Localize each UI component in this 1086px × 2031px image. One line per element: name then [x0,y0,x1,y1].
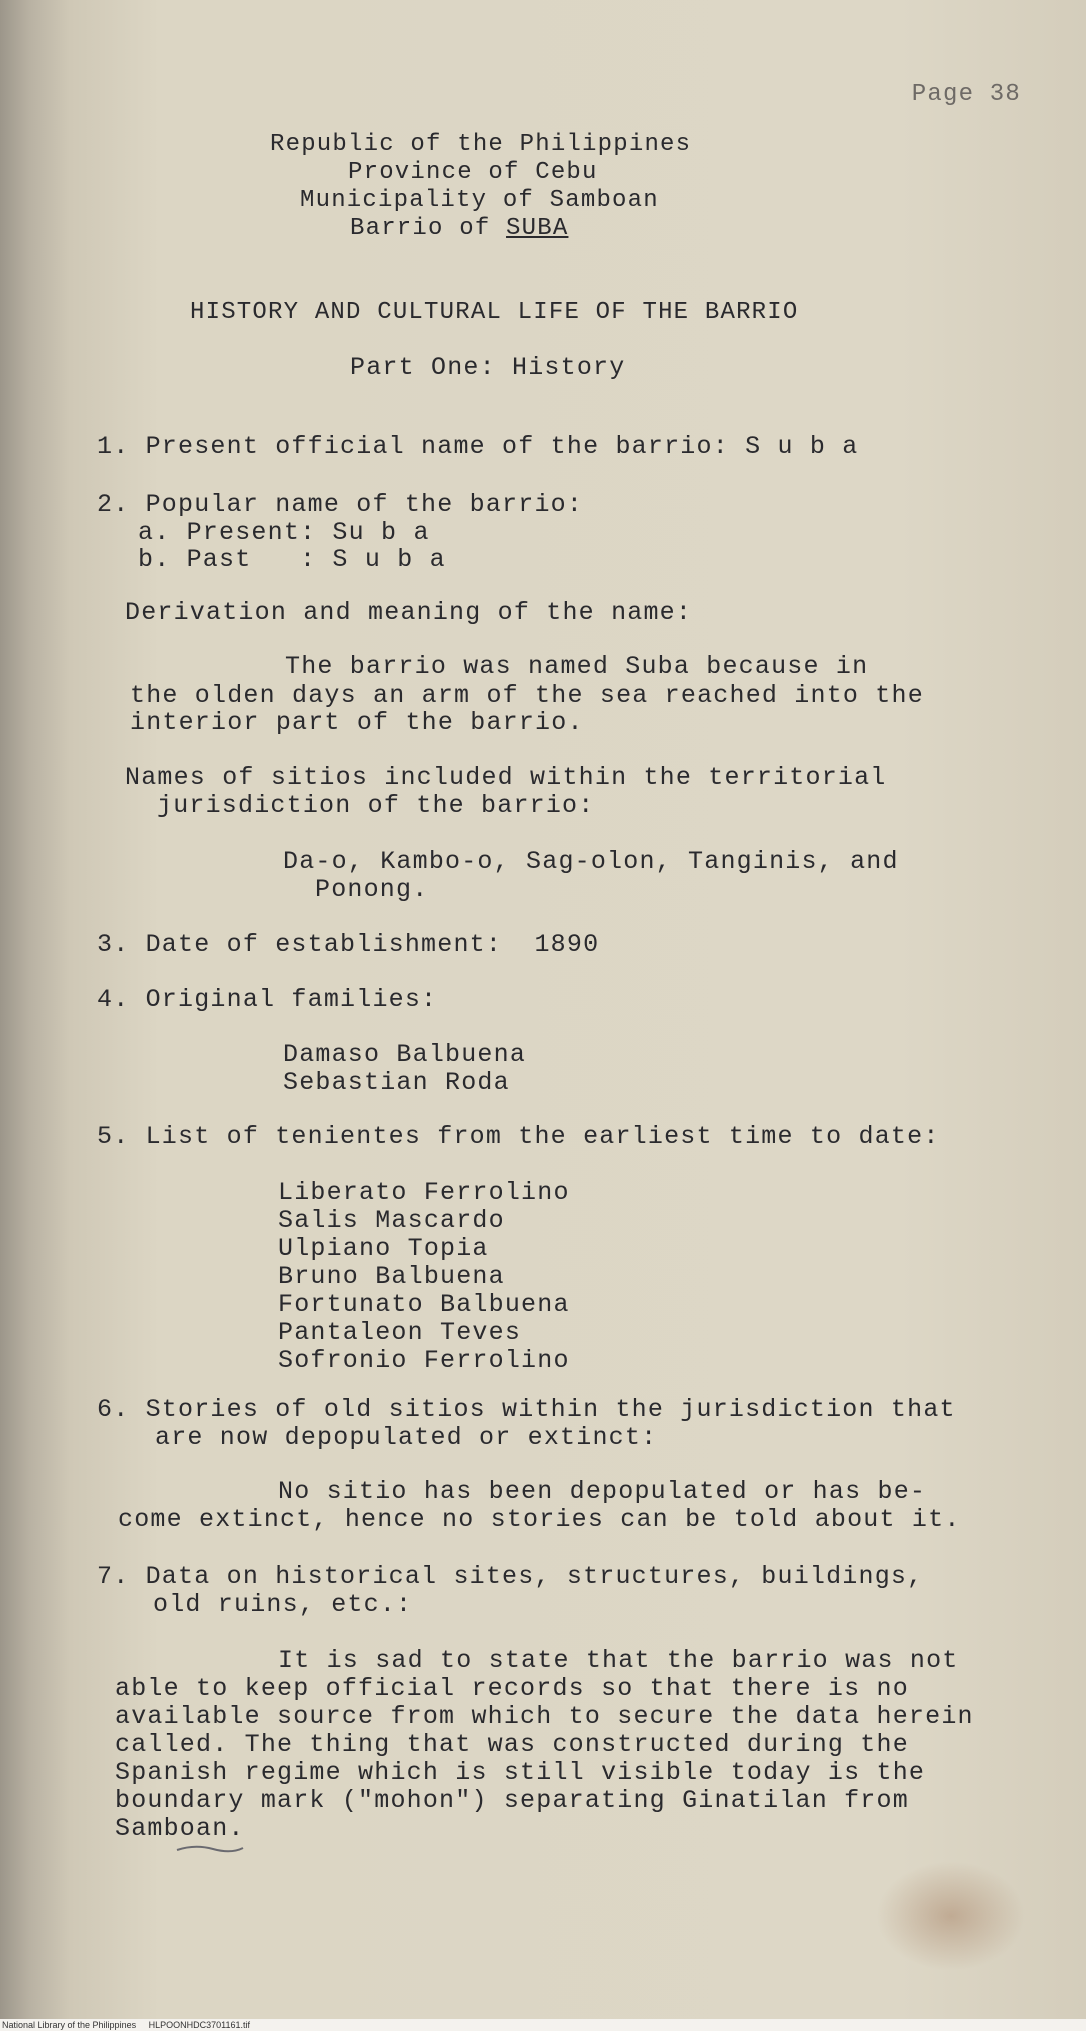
item-7-line: available source from which to secure the data herein [115,1702,974,1731]
document-subtitle: Part One: History [350,353,626,382]
header-province: Province of Cebu [348,159,598,186]
item-7-line: Samboan. [115,1814,245,1843]
item-7-heading-1: 7. Data on historical sites, structures, buildings, [97,1562,924,1591]
sitios-line-1: Da-o, Kambo-o, Sag-olon, Tanginis, and [283,847,899,876]
item-4-heading: 4. Original families: [97,985,438,1014]
scan-footer: National Library of the Philippines HLPOONHDC3701161.tif [0,2019,1086,2031]
derivation-line-1: The barrio was named Suba because in [285,652,869,681]
derivation-heading: Derivation and meaning of the name: [125,598,693,627]
teniente-list-item: Bruno Balbuena [278,1262,505,1291]
item-7-line: It is sad to state that the barrio was not [278,1646,959,1675]
item-2-heading: 2. Popular name of the barrio: [97,490,584,519]
item-6-line-1: No sitio has been depopulated or has be- [278,1477,927,1506]
end-flourish-mark [175,1842,245,1856]
item-1-official-name: 1. Present official name of the barrio: S u b a [97,432,859,461]
page-number: Page 38 [911,81,1021,108]
derivation-line-3: interior part of the barrio. [130,708,584,737]
family-list-item: Sebastian Roda [283,1068,510,1097]
sitios-heading-1: Names of sitios included within the territorial [125,763,887,792]
item-2b-past: b. Past : S u b a [138,545,446,574]
item-2a-present: a. Present: Su b a [138,518,430,547]
item-7-line: called. The thing that was constructed during the [115,1730,909,1759]
teniente-list-item: Sofronio Ferrolino [278,1346,570,1375]
paper-stain [876,1861,1026,1971]
teniente-list-item: Liberato Ferrolino [278,1178,570,1207]
teniente-list-item: Pantaleon Teves [278,1318,522,1347]
item-5-heading: 5. List of tenientes from the earliest time to date: [97,1122,940,1151]
derivation-line-2: the olden days an arm of the sea reached into the [130,681,924,710]
item-3-establishment: 3. Date of establishment: 1890 [97,930,600,959]
header-barrio-prefix: Barrio of [350,215,507,242]
header-barrio-name: SUBA [506,215,569,242]
item-6-heading-1: 6. Stories of old sitios within the jurisdiction that [97,1395,956,1424]
item-6-line-2: come extinct, hence no stories can be told about it. [118,1505,961,1534]
header-republic: Republic of the Philippines [270,131,692,158]
family-list-item: Damaso Balbuena [283,1040,527,1069]
header-municipality: Municipality of Samboan [300,187,659,214]
item-6-heading-2: are now depopulated or extinct: [155,1423,658,1452]
teniente-list-item: Fortunato Balbuena [278,1290,570,1319]
item-7-line: Spanish regime which is still visible today is the [115,1758,926,1787]
item-7-line: boundary mark ("mohon") separating Ginatilan from [115,1786,909,1815]
header-barrio [350,214,568,244]
sitios-heading-2: jurisdiction of the barrio: [157,791,595,820]
item-7-line: able to keep official records so that there is no [115,1674,909,1703]
item-7-heading-2: old ruins, etc.: [153,1590,413,1619]
sitios-line-2: Ponong. [315,875,429,904]
document-title: HISTORY AND CULTURAL LIFE OF THE BARRIO [190,299,799,326]
teniente-list-item: Salis Mascardo [278,1206,505,1235]
teniente-list-item: Ulpiano Topia [278,1234,489,1263]
